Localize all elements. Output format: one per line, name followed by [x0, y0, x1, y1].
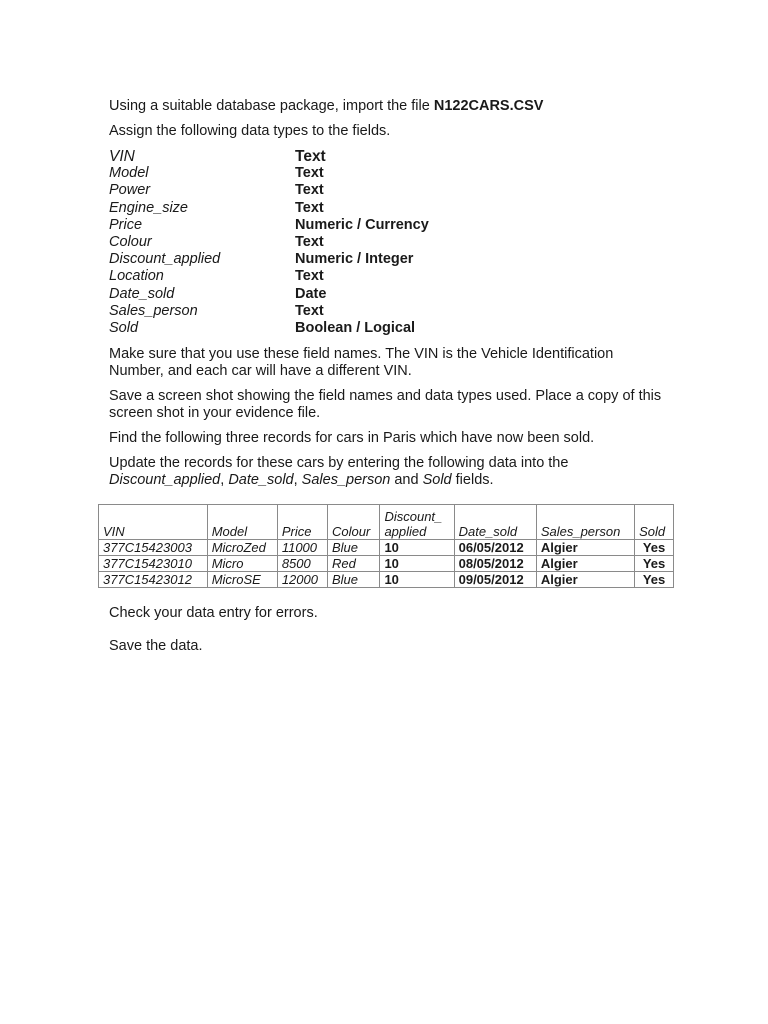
assign-instruction: Assign the following data types to the fields. — [109, 123, 391, 139]
cell-colour: Red — [327, 556, 380, 572]
col-header-discount: Discount_ applied — [380, 505, 454, 540]
update-separator: , — [293, 472, 302, 488]
field-type: Text — [295, 182, 324, 199]
field-type: Numeric / Currency — [295, 216, 429, 233]
field-row — [109, 234, 529, 251]
field-type: Text — [295, 268, 324, 285]
table-row — [99, 572, 674, 588]
field-row — [109, 148, 529, 165]
field-name: Sales_person — [109, 302, 198, 319]
cell-colour: Blue — [327, 572, 380, 588]
update-instruction — [109, 455, 669, 489]
field-name: Colour — [109, 234, 152, 251]
update-end: fields. — [451, 472, 494, 488]
field-type: Text — [295, 234, 324, 251]
field-name: Price — [109, 216, 143, 233]
cell-sold: Yes — [635, 556, 674, 572]
cell-discount: 10 — [380, 540, 454, 556]
cell-price: 8500 — [277, 556, 327, 572]
update-field-sold: Sold — [422, 472, 452, 488]
field-names-note — [109, 346, 669, 380]
field-row — [109, 165, 529, 182]
cell-vin: 377C15423012 — [99, 572, 208, 588]
cell-price: 12000 — [277, 572, 327, 588]
field-row — [109, 286, 529, 303]
update-line-1: Update the records for these cars by entering the following data into the — [109, 455, 569, 471]
col-header-date-sold: Date_sold — [454, 505, 536, 540]
field-name: Engine_size — [109, 199, 188, 216]
update-field-date: Date_sold — [228, 472, 294, 488]
records-table — [98, 504, 674, 588]
cell-sales-person: Algier — [536, 540, 634, 556]
table-row — [99, 556, 674, 572]
cell-model: Micro — [207, 556, 277, 572]
field-type: Text — [295, 302, 324, 319]
cell-date-sold: 06/05/2012 — [454, 540, 536, 556]
update-and: and — [390, 472, 423, 488]
col-header-sold: Sold — [635, 505, 674, 540]
cell-price: 11000 — [277, 540, 327, 556]
check-instruction: Check your data entry for errors. — [109, 605, 318, 621]
import-filename: N122CARS.CSV — [433, 98, 544, 114]
update-field-discount: Discount_applied — [109, 472, 221, 488]
col-header-vin: VIN — [99, 505, 208, 540]
field-name: Location — [109, 268, 164, 285]
field-row — [109, 251, 529, 268]
field-type: Boolean / Logical — [295, 320, 416, 337]
cell-model: MicroSE — [207, 572, 277, 588]
field-row — [109, 320, 529, 337]
field-name: Sold — [109, 320, 139, 337]
field-type-list — [109, 148, 529, 337]
cell-model: MicroZed — [207, 540, 277, 556]
col-header-colour: Colour — [327, 505, 380, 540]
cell-discount: 10 — [380, 556, 454, 572]
field-type: Text — [295, 165, 324, 182]
cell-date-sold: 08/05/2012 — [454, 556, 536, 572]
records-header-row — [99, 505, 674, 540]
table-row — [99, 540, 674, 556]
cell-sold: Yes — [635, 572, 674, 588]
cell-colour: Blue — [327, 540, 380, 556]
col-header-price: Price — [277, 505, 327, 540]
field-row — [109, 200, 529, 217]
cell-vin: 377C15423003 — [99, 540, 208, 556]
field-name: Discount_applied — [109, 251, 221, 268]
save-instruction: Save the data. — [109, 638, 203, 654]
field-row — [109, 268, 529, 285]
field-name: Power — [109, 182, 151, 199]
cell-sold: Yes — [635, 540, 674, 556]
import-instruction — [109, 98, 669, 115]
find-instruction: Find the following three records for cars in Paris which have now been sold. — [109, 430, 595, 446]
screenshot-line-2: screen shot in your evidence file. — [109, 405, 321, 421]
field-row — [109, 303, 529, 320]
col-header-model: Model — [207, 505, 277, 540]
cell-vin: 377C15423010 — [99, 556, 208, 572]
update-field-salesperson: Sales_person — [301, 472, 391, 488]
field-name: Date_sold — [109, 285, 175, 302]
field-row — [109, 182, 529, 199]
field-name: Model — [109, 165, 149, 182]
cell-sales-person: Algier — [536, 572, 634, 588]
screenshot-line-1: Save a screen shot showing the field names and data types used. Place a copy of this — [109, 388, 662, 404]
field-names-line-2: Number, and each car will have a different VIN. — [109, 363, 412, 379]
field-name: VIN — [109, 148, 135, 165]
import-text: Using a suitable database package, import the file — [109, 98, 434, 114]
field-type: Numeric / Integer — [295, 251, 414, 268]
cell-date-sold: 09/05/2012 — [454, 572, 536, 588]
field-names-line-1: Make sure that you use these field names. The VIN is the Vehicle Identification — [109, 346, 614, 362]
screenshot-instruction — [109, 388, 669, 422]
col-header-sales-person: Sales_person — [536, 505, 634, 540]
field-row — [109, 217, 529, 234]
field-type: Text — [295, 199, 324, 216]
field-type: Text — [295, 148, 326, 165]
field-type: Date — [295, 285, 327, 302]
cell-discount: 10 — [380, 572, 454, 588]
cell-sales-person: Algier — [536, 556, 634, 572]
update-separator: , — [220, 472, 229, 488]
